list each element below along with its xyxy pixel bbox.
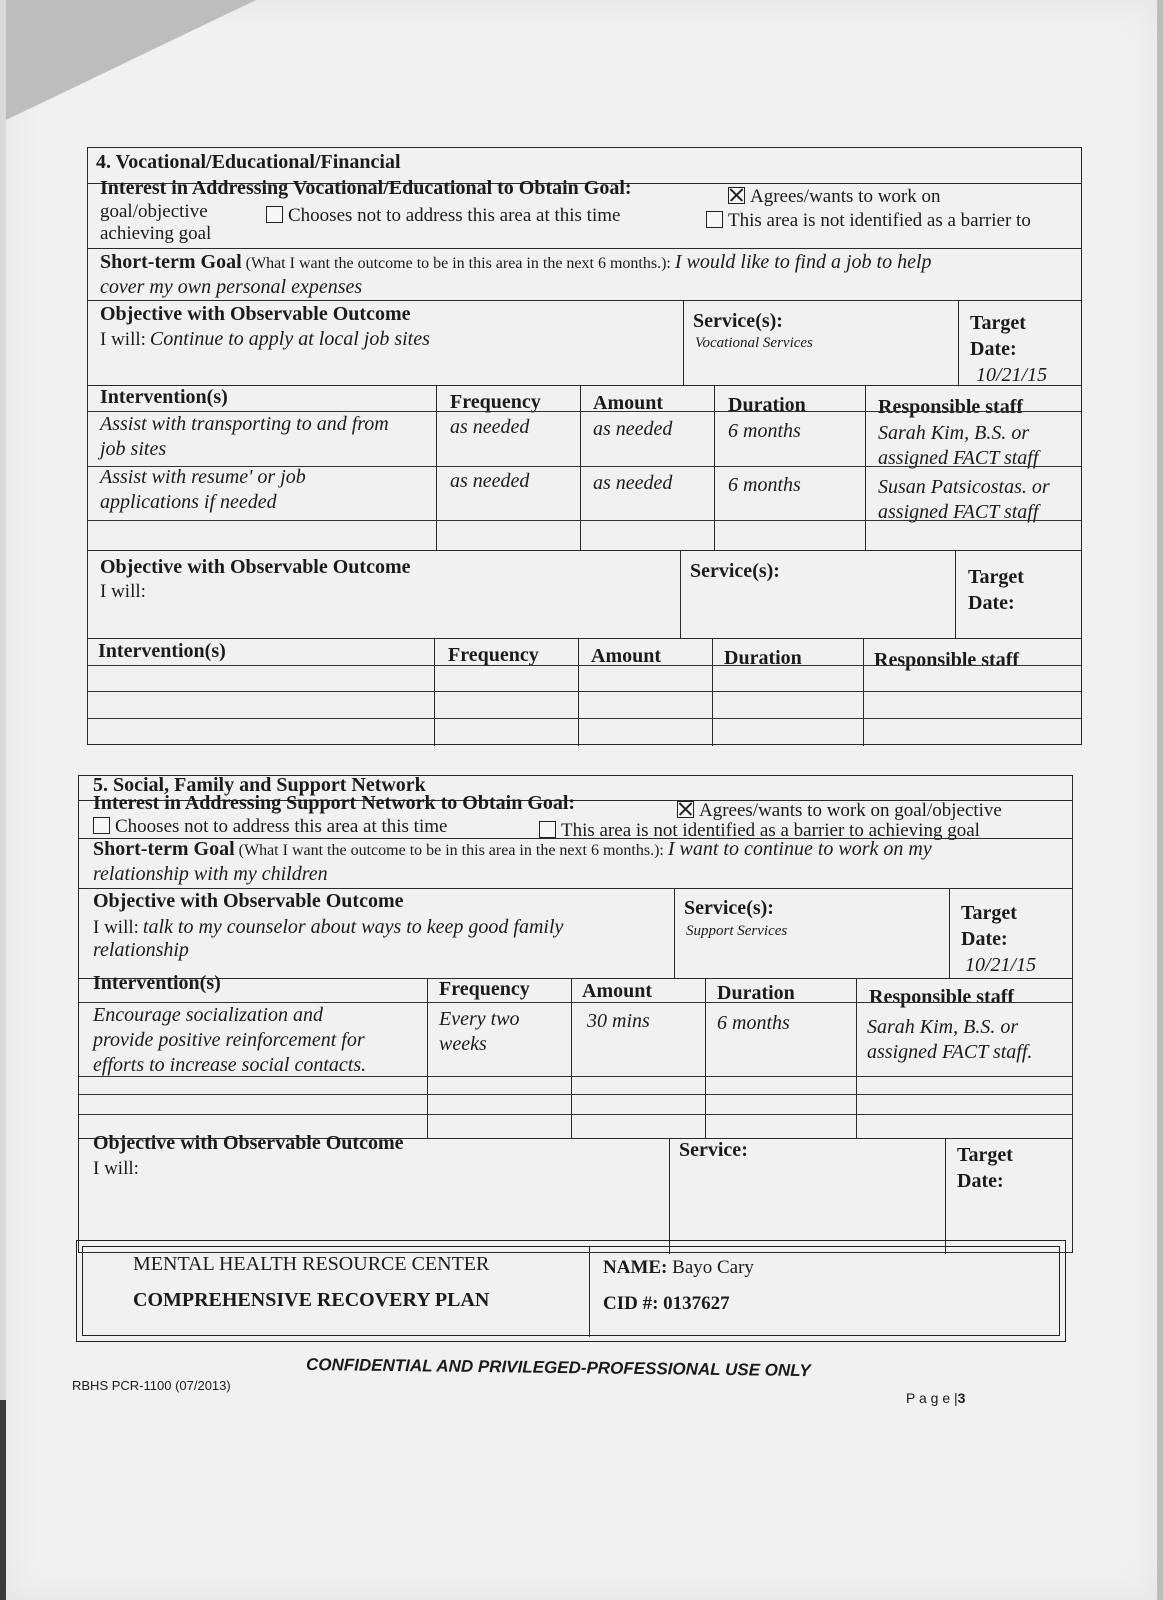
- target-label: Target: [961, 902, 1017, 924]
- service-label: Service(s):: [684, 897, 774, 919]
- col-duration: Duration: [728, 394, 806, 416]
- option-agrees[interactable]: Agrees/wants to work on goal/objective: [677, 800, 1002, 822]
- option-agrees-cont: goal/objective: [100, 201, 208, 222]
- objective-text: I will: Continue to apply at local job sites: [100, 328, 430, 350]
- target-label: Target: [970, 312, 1026, 334]
- section-social: 5. Social, Family and Support Network Interest in Addressing Support Network to Obtain Goal: Agrees/wants to work on goal/objective Chooses not to address this area at this time This area is not identified as a barrier to achieving goal Short-term Goal (What I want the outcome to be in this area in the next 6 months.): I want to continue to work on my relationship with my children Objective with Observable Outcome I will: talk to my counselor about ways to keep good family relationship Service(s): Support Services Target Date: 10/21/15 Intervention(s) Frequency Amount Duration Responsible staff Encourage socialization and provide positive reinforcement for efforts to increase social contacts. Every two weeks 30 mins 6 months Sarah Kim, B.S. or assigned FACT staff. Objective with Observable Outcome I will: Service: Target Date:: [78, 775, 1073, 1253]
- short-term-goal-cont: cover my own personal expenses: [100, 276, 363, 298]
- col-staff: Responsible staff: [869, 986, 1015, 1008]
- target-date-label: Date:: [970, 338, 1017, 360]
- section-vocational: 4. Vocational/Educational/Financial Interest in Addressing Vocational/Educational to Obtain Goal: Agrees/wants to work on goal/objective Chooses not to address this area at this time This area is not identified as a barrier to achieving goal Short-term Goal (What I want the outcome to be in this area in the next 6 months.): I would like to find a job to help cover my own personal expenses Objective with Observable Outcome I will: Continue to apply at local job sites Service(s): Vocational Services Target Date: 10/21/15 Intervention(s) Frequency Amount Duration Responsible staff Assist with transporting to and from job sites as needed as needed 6 months Sarah Kim, B.S. or assigned FACT staff Assist with resume' or job applications if needed as needed as needed 6 months Susan Patsicostas. or assigned FACT staff Objective with Observable Outcome I will: Service(s): Target Date: Intervention(s) Frequency Amount Duration Responsible staff: [87, 147, 1082, 745]
- option-chooses-not[interactable]: Chooses not to address this area at this time: [266, 205, 620, 227]
- col-intervention: Intervention(s): [93, 972, 221, 994]
- col-intervention: Intervention(s): [100, 386, 228, 408]
- short-term-goal-cont: relationship with my children: [93, 863, 328, 885]
- service-label: Service(s):: [693, 310, 783, 332]
- checkbox-icon[interactable]: [539, 821, 556, 838]
- confidential-notice: CONFIDENTIAL AND PRIVILEGED-PROFESSIONAL USE ONLY: [305, 1354, 811, 1381]
- objective-iwill: I will:: [100, 581, 146, 602]
- col-amount: Amount: [593, 392, 664, 414]
- org-name: MENTAL HEALTH RESOURCE CENTER: [133, 1253, 490, 1275]
- objective-label: Objective with Observable Outcome: [93, 1132, 404, 1154]
- objective-label: Objective with Observable Outcome: [93, 890, 404, 912]
- plan-title: COMPREHENSIVE RECOVERY PLAN: [133, 1289, 490, 1311]
- option-not-barrier-cont: achieving goal: [100, 223, 212, 244]
- objective-text: I will: talk to my counselor about ways to keep good family: [93, 916, 564, 938]
- col-amount: Amount: [582, 980, 653, 1002]
- service-label: Service:: [679, 1139, 748, 1161]
- scan-shadow: [0, 1400, 6, 1600]
- footer-box: [76, 1240, 1066, 1342]
- target-date: 10/21/15: [965, 954, 1037, 976]
- checked-box-icon[interactable]: [728, 187, 745, 204]
- checkbox-icon[interactable]: [706, 211, 723, 228]
- col-staff: Responsible staff: [874, 649, 1020, 671]
- service-value: Support Services: [686, 923, 788, 939]
- objective-iwill: I will:: [93, 1158, 139, 1179]
- page-edge: [1157, 0, 1163, 1600]
- service-label: Service(s):: [690, 560, 780, 582]
- col-intervention: Intervention(s): [98, 640, 226, 662]
- option-not-barrier[interactable]: This area is not identified as a barrier to achieving goal: [539, 820, 980, 842]
- patient-name: NAME: Bayo Cary: [603, 1257, 754, 1278]
- checked-box-icon[interactable]: [677, 801, 694, 818]
- cid-number: CID #: 0137627: [603, 1293, 730, 1314]
- short-term-goal: Short-term Goal (What I want the outcome to be in this area in the next 6 months.): I would like to find a job to help: [100, 251, 932, 273]
- col-frequency: Frequency: [450, 391, 541, 413]
- target-label: Target: [968, 566, 1024, 588]
- section-title: 5. Social, Family and Support Network: [93, 774, 426, 796]
- objective-label: Objective with Observable Outcome: [100, 556, 411, 578]
- form-id: RBHS PCR-1100 (07/2013): [72, 1378, 231, 1393]
- page-number: P a g e |3: [906, 1390, 966, 1406]
- target-label: Target: [957, 1144, 1013, 1166]
- objective-text-cont: relationship: [93, 939, 189, 961]
- col-frequency: Frequency: [439, 978, 530, 1000]
- col-frequency: Frequency: [448, 644, 539, 666]
- target-date-label: Date:: [961, 928, 1008, 950]
- objective-label: Objective with Observable Outcome: [100, 303, 411, 325]
- service-value: Vocational Services: [695, 335, 813, 351]
- checkbox-icon[interactable]: [93, 817, 110, 834]
- target-date-label: Date:: [968, 592, 1015, 614]
- folded-corner: [6, 0, 256, 120]
- col-duration: Duration: [724, 647, 802, 669]
- interest-label: Interest in Addressing Vocational/Educational to Obtain Goal:: [100, 177, 632, 199]
- document-page: [6, 0, 1158, 1600]
- interest-label: Interest in Addressing Support Network to Obtain Goal:: [93, 792, 576, 814]
- checkbox-icon[interactable]: [266, 206, 283, 223]
- target-date-label: Date:: [957, 1170, 1004, 1192]
- short-term-goal: Short-term Goal (What I want the outcome to be in this area in the next 6 months.): I want to continue to work on my: [93, 838, 932, 860]
- option-not-barrier[interactable]: This area is not identified as a barrier to: [706, 210, 1031, 232]
- col-amount: Amount: [591, 645, 662, 667]
- section-title: 4. Vocational/Educational/Financial: [96, 151, 401, 173]
- col-staff: Responsible staff: [878, 396, 1024, 418]
- target-date: 10/21/15: [976, 364, 1048, 386]
- option-agrees[interactable]: Agrees/wants to work on: [728, 186, 941, 208]
- col-duration: Duration: [717, 982, 795, 1004]
- option-chooses-not[interactable]: Chooses not to address this area at this time: [93, 816, 447, 838]
